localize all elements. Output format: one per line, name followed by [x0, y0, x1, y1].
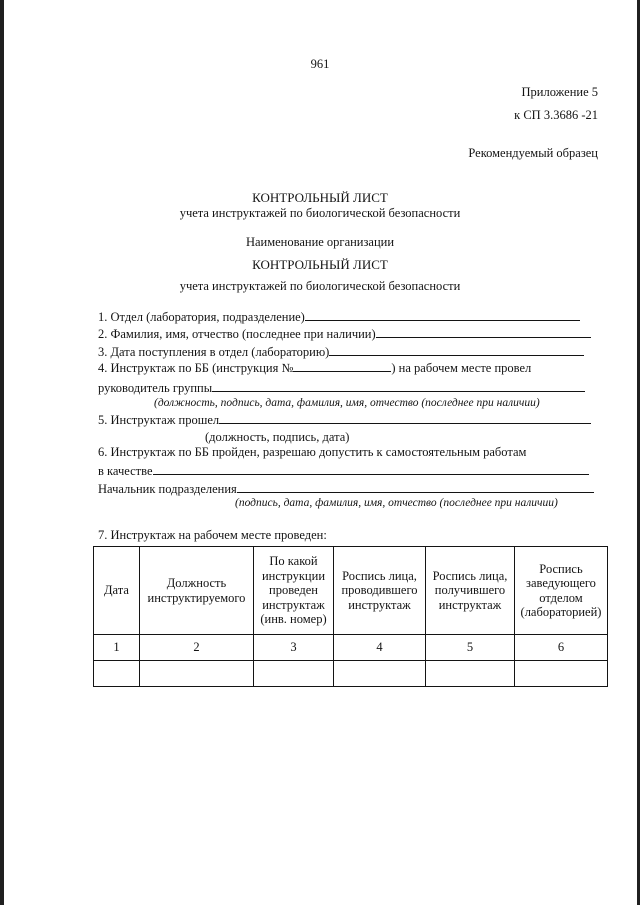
field-start-date-label: 3. Дата поступления в отдел (лабораторию) [98, 345, 330, 359]
field-instructed-person-line[interactable] [219, 412, 591, 424]
field-full-name-label: 2. Фамилия, имя, отчество (последнее при наличии) [98, 327, 376, 341]
table-cell[interactable] [426, 661, 515, 687]
section-7-label: 7. Инструктаж на рабочем месте проведен: [98, 528, 327, 542]
field-unit-head [98, 481, 594, 497]
table-cell[interactable] [334, 661, 426, 687]
header-head-signature: Роспись заведующего отделом (лабораторией) [515, 547, 608, 635]
column-number: 1 [94, 635, 140, 661]
field-instruction-label: 4. Инструктаж по ББ (инструкция № [98, 361, 294, 375]
field-department [98, 309, 580, 325]
header-date: Дата [94, 547, 140, 635]
field-instructed-person-label: 5. Инструктаж прошел [98, 413, 220, 427]
table-row [94, 661, 608, 687]
header-recipient-signature: Роспись лица, получившего инструктаж [426, 547, 515, 635]
scan-left-edge [0, 0, 4, 905]
field-instruction [98, 360, 531, 376]
field-unit-head-label: Начальник подразделения [98, 482, 237, 496]
field-start-date-line[interactable] [329, 344, 584, 356]
table-cell[interactable] [254, 661, 334, 687]
header-instruction: По какой инструкции проведен инструктаж (инв. номер) [254, 547, 334, 635]
subtitle-biosafety: учета инструктажей по биологической безопасности [179, 206, 461, 220]
field-full-name [98, 326, 591, 342]
field-department-label: 1. Отдел (лаборатория, подразделение) [98, 310, 305, 324]
field-group-leader [98, 380, 585, 396]
page-number: 961 [310, 57, 330, 71]
field-instruction-label-end: ) на рабочем месте провел [391, 361, 532, 375]
field-capacity-label: в качестве [98, 464, 153, 478]
instruction-log-table [93, 546, 608, 687]
title-control-sheet: КОНТРОЛЬНЫЙ ЛИСТ [252, 190, 388, 205]
column-number: 6 [515, 635, 608, 661]
recommended-sample-label: Рекомендуемый образец [468, 146, 598, 160]
header-position: Должность инструктируемого [140, 547, 254, 635]
field-group-leader-label: руководитель группы [98, 381, 213, 395]
field-instructed-person-note: (должность, подпись, дата) [205, 430, 350, 444]
field-start-date [98, 344, 584, 360]
column-number: 2 [140, 635, 254, 661]
organization-name-label: Наименование организации [245, 235, 395, 249]
column-number: 3 [254, 635, 334, 661]
table-cell[interactable] [515, 661, 608, 687]
table-cell[interactable] [94, 661, 140, 687]
appendix-label: Приложение 5 [521, 85, 598, 99]
table-header-row [94, 547, 608, 635]
field-group-leader-note: (должность, подпись, дата, фамилия, имя, отчество (последнее при наличии) [154, 397, 540, 409]
field-full-name-line[interactable] [376, 326, 591, 338]
field-unit-head-note: (подпись, дата, фамилия, имя, отчество (последнее при наличии) [235, 497, 558, 509]
column-number: 5 [426, 635, 515, 661]
subtitle-biosafety-2: учета инструктажей по биологической безопасности [179, 279, 461, 293]
field-capacity-line[interactable] [153, 463, 589, 475]
table-cell[interactable] [140, 661, 254, 687]
table-number-row [94, 635, 608, 661]
column-number: 4 [334, 635, 426, 661]
field-instruction-number-line[interactable] [293, 360, 391, 372]
title-control-sheet-2: КОНТРОЛЬНЫЙ ЛИСТ [252, 257, 388, 272]
appendix-reference: к СП 3.3686 -21 [514, 108, 598, 122]
field-group-leader-line[interactable] [212, 380, 585, 392]
field-instructed-person [98, 412, 591, 428]
field-department-line[interactable] [305, 309, 580, 321]
field-permission: 6. Инструктаж по ББ пройден, разрешаю допустить к самостоятельным работам [98, 445, 527, 459]
header-instructor-signature: Роспись лица, проводившего инструктаж [334, 547, 426, 635]
field-unit-head-line[interactable] [237, 481, 594, 493]
field-capacity [98, 463, 589, 479]
